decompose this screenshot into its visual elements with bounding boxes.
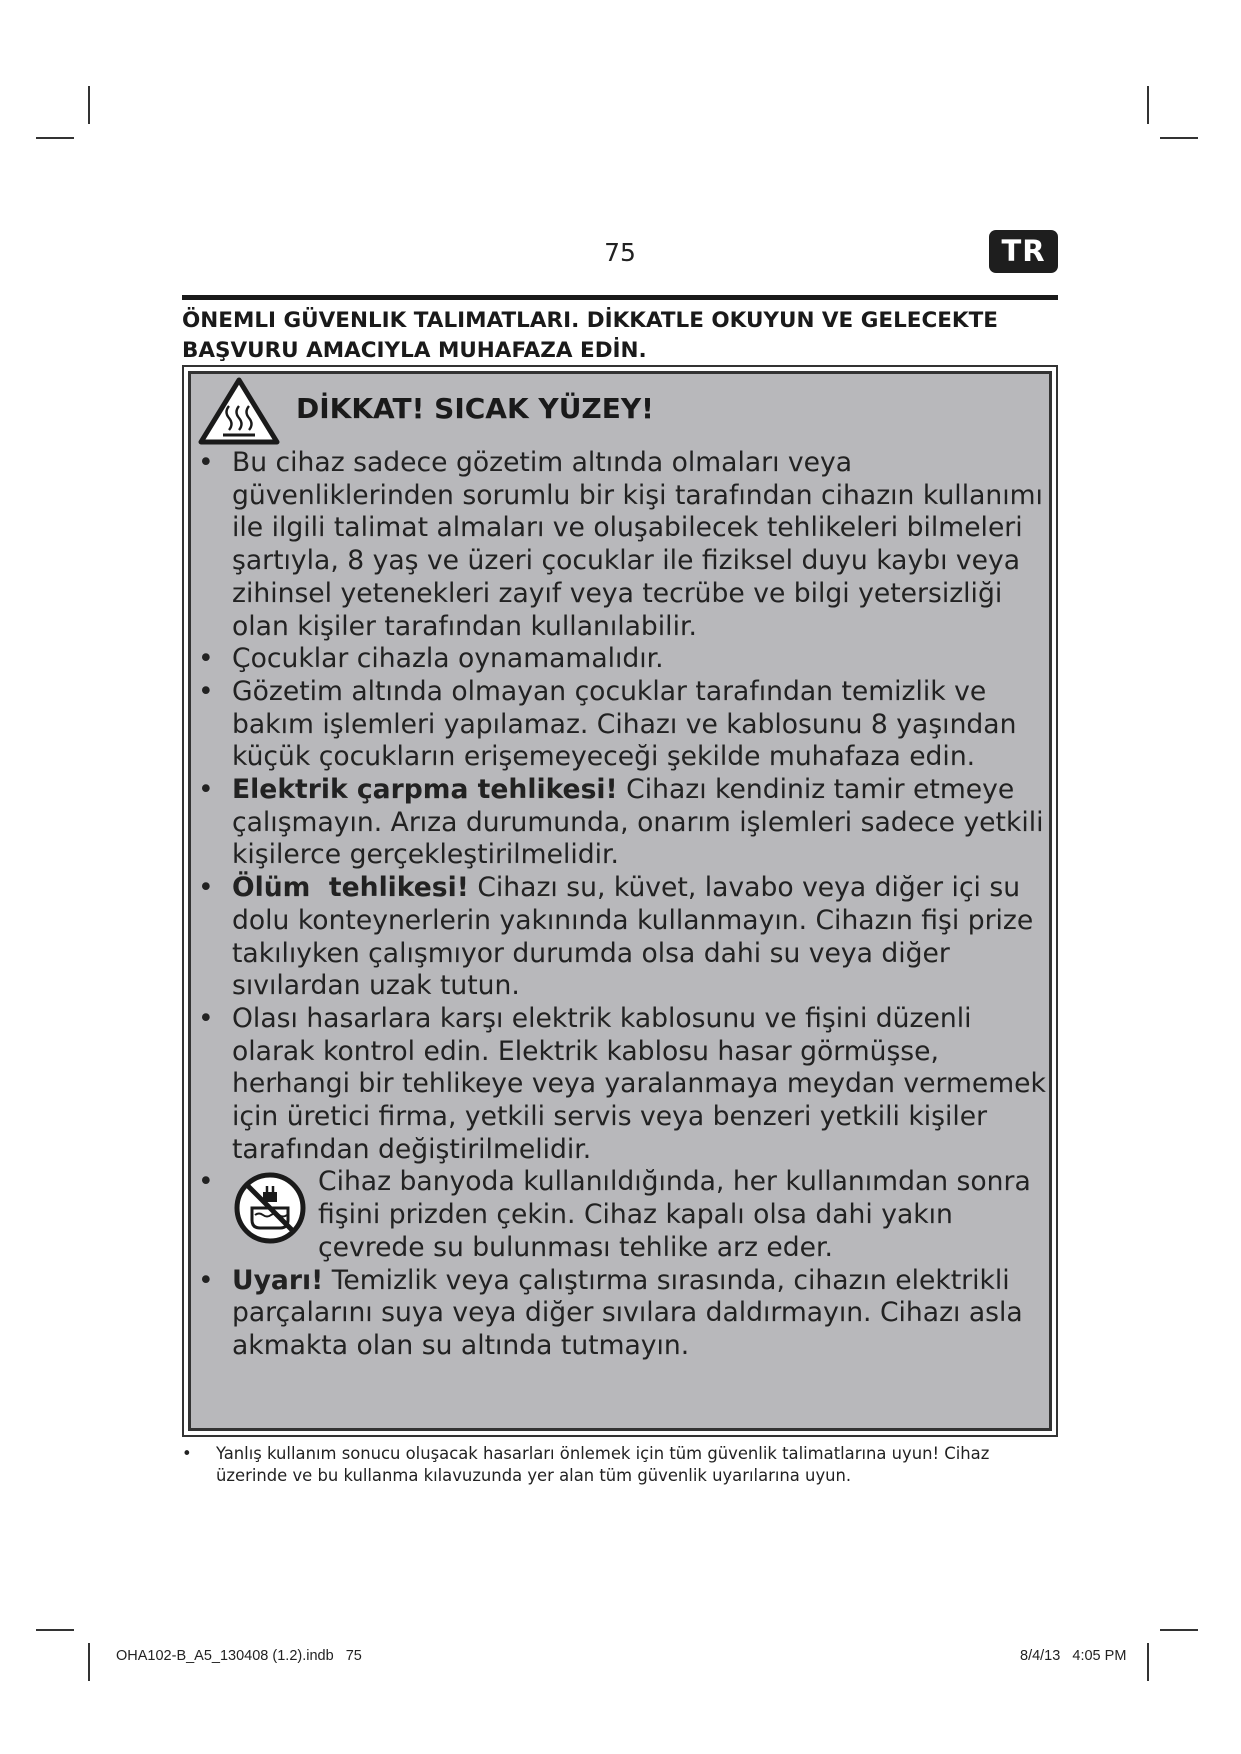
bullet: • — [198, 774, 214, 806]
item-bold-lead: Ölüm tehlikesi! — [232, 872, 469, 904]
language-badge: TR — [989, 230, 1058, 273]
list-item-with-icon — [196, 1166, 1056, 1264]
crop-mark — [1147, 1643, 1149, 1681]
item-text: Cihaz banyoda kullanıldığında, her kullanımdan sonra fişini prizden çekin. Cihaz kapalı olsa dahi yakın çevrede su bulunması tehlike arz eder. — [318, 1166, 1031, 1263]
bullet: • — [198, 675, 214, 707]
list-item — [196, 643, 1056, 676]
bullet: • — [182, 1444, 192, 1463]
bullet: • — [198, 447, 214, 478]
item-text: Cihazı su, küvet, lavabo veya diğer içi su dolu konteynerlerin yakınında kullanmayın. Cihazın fişi prize takılıyken çalışmıyor durumda olsa dahi su veya diğer sıvılardan uzak tutun. — [232, 872, 1034, 1002]
warning-title: DİKKAT! SICAK YÜZEY! — [296, 392, 654, 425]
item-text: Çocuklar cihazla oynamamalıdır. — [232, 643, 664, 675]
list-item — [196, 774, 1056, 872]
page-number: 75 — [604, 238, 636, 267]
bullet: • — [198, 643, 214, 675]
header-rule — [182, 295, 1058, 300]
item-text: Olası hasarlara karşı elektrik kablosunu ve fişini düzenli olarak kontrol edin. Elektrik kablosu hasar görmüşse, herhangi bir tehlikeye veya yaralanmaya meydan vermemek için üretici firma, yetkili servis veya benzeri yetkili kişiler tarafından değiştirilmelidir. — [232, 1002, 1046, 1165]
item-bold-lead: Uyarı! — [232, 1264, 324, 1296]
footer-note — [182, 1443, 1062, 1487]
bullet: • — [198, 1264, 214, 1296]
item-text: Cihazı kendiniz tamir etmeye çalışmayın. Arıza durumunda, onarım işlemleri sadece yetkili kişilerce gerçekleştirilmelidir. — [232, 774, 1044, 871]
item-bold-lead: Elektrik çarpma tehlikesi! — [232, 774, 618, 806]
list-item — [196, 676, 1056, 774]
crop-mark — [1160, 137, 1198, 139]
list-item — [196, 872, 1056, 1003]
crop-mark — [1160, 1629, 1198, 1631]
hot-surface-warning-icon — [197, 376, 281, 446]
footer-note-text: Yanlış kullanım sonucu oluşacak hasarları önlemek için tüm güvenlik talimatlarına uyun! Cihaz üzerinde ve bu kullanma kılavuzunda yer alan tüm güvenlik uyarılarına uyun. — [216, 1444, 990, 1485]
safety-list — [196, 447, 1056, 1363]
item-text: Temizlik veya çalıştırma sırasında, cihazın elektrikli parçalarını suya veya diğer sıvılara daldırmayın. Cihazı asla akmakta olan su altında tutmayın. — [232, 1264, 1023, 1361]
print-slug-date: 8/4/13 4:05 PM — [1020, 1648, 1127, 1664]
crop-mark — [1147, 86, 1149, 124]
bullet: • — [198, 1002, 214, 1034]
crop-mark — [88, 1643, 90, 1681]
bullet: • — [198, 872, 214, 904]
bullet: • — [198, 1166, 214, 1198]
list-item — [196, 1265, 1056, 1363]
page-heading: ÖNEMLI GÜVENLIK TALIMATLARI. DİKKATLE OKUYUN VE GELECEKTE BAŞVURU AMACIYLA MUHAFAZA EDİN. — [182, 308, 998, 363]
item-text: Bu cihaz sadece gözetim altında olmaları veya güvenliklerinden sorumlu bir kişi tarafından cihazın kullanımı ile ilgili talimat almaları ve oluşabilecek tehlikeleri bilmeleri şartıyla, 8 yaş ve üzeri çocuklar ile fiziksel duyu kaybı veya zihinsel yetenekleri zayıf veya tecrübe ve bilgi yetersizliği olan kişiler tarafından kullanılabilir. — [232, 447, 1043, 642]
crop-mark — [88, 86, 90, 124]
crop-mark — [36, 1629, 74, 1631]
item-text: Gözetim altında olmayan çocuklar tarafından temizlik ve bakım işlemleri yapılamaz. Cihazı ve kablosunu 8 yaşından küçük çocukların erişemeyeceği şekilde muhafaza edin. — [232, 675, 1017, 773]
list-item — [196, 447, 1056, 643]
no-water-bath-icon — [232, 1170, 308, 1246]
crop-mark — [36, 137, 74, 139]
print-slug-file: OHA102-B_A5_130408 (1.2).indb 75 — [116, 1648, 362, 1664]
list-item — [196, 1003, 1056, 1167]
